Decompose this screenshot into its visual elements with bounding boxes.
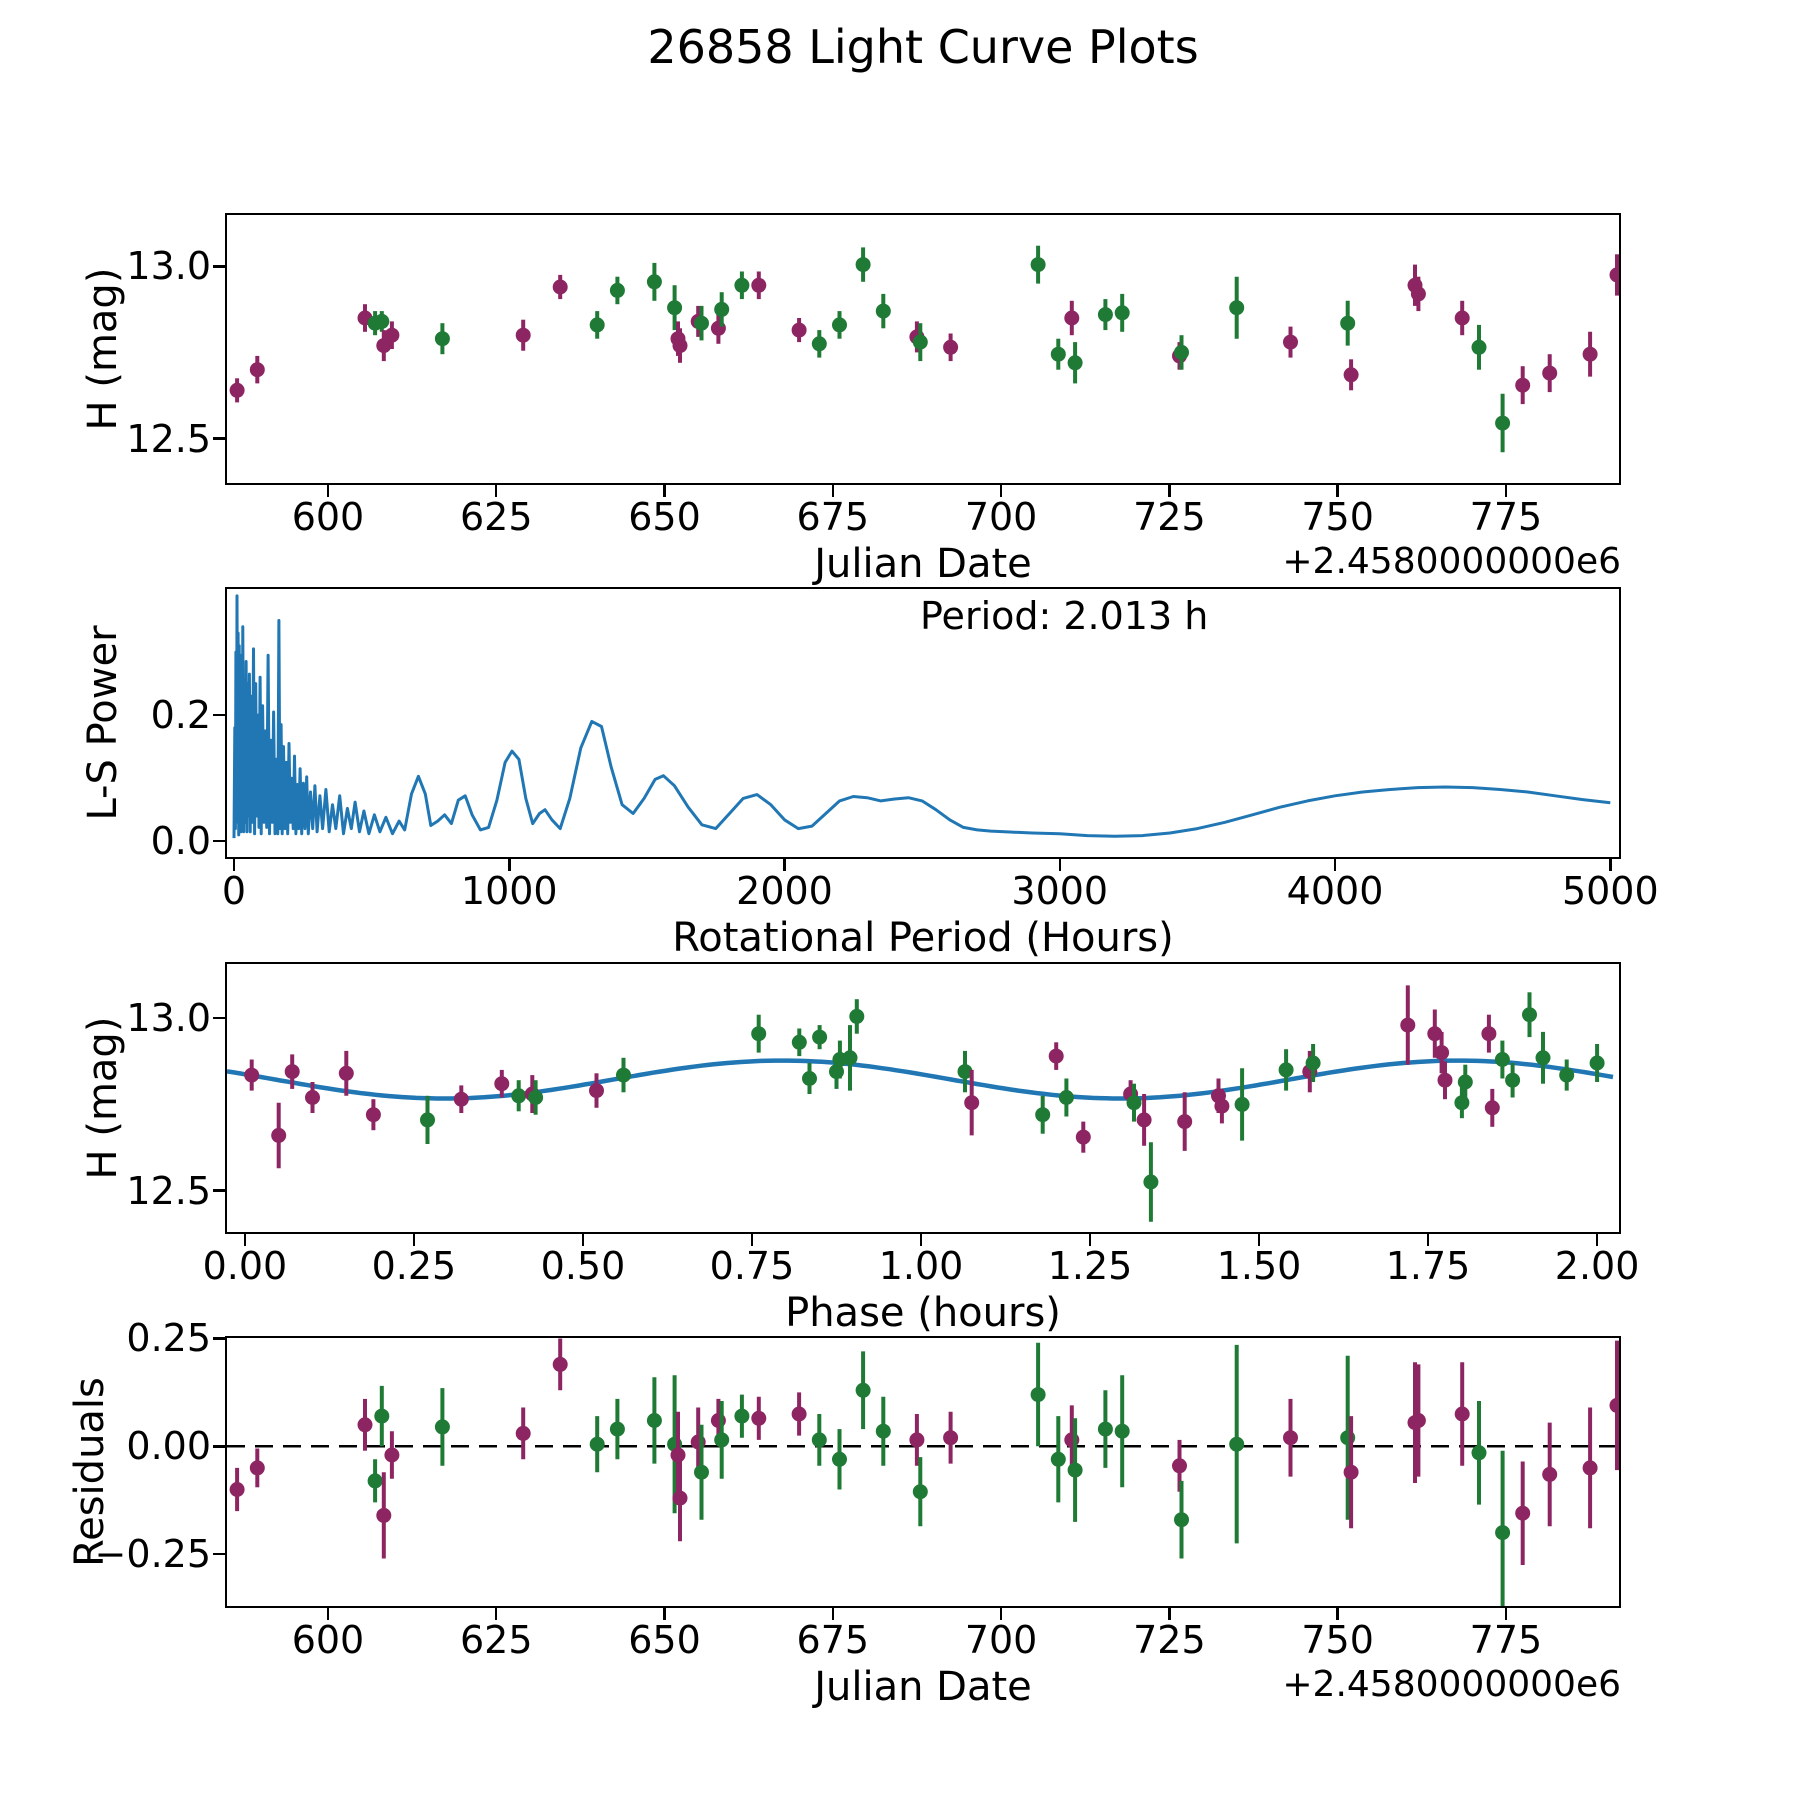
data-point xyxy=(1051,1452,1066,1467)
y-tick-label: 12.5 xyxy=(126,1168,211,1213)
data-point xyxy=(1411,1413,1426,1428)
data-point xyxy=(384,1448,399,1463)
data-point xyxy=(714,1432,729,1447)
data-point xyxy=(374,314,389,329)
data-point xyxy=(1495,1052,1510,1067)
data-point xyxy=(751,1411,766,1426)
data-point xyxy=(1059,1090,1074,1105)
data-point xyxy=(1235,1097,1250,1112)
figure-title: 26858 Light Curve Plots xyxy=(647,20,1199,74)
data-point xyxy=(734,278,749,293)
data-point xyxy=(1495,1525,1510,1540)
x-tick-label: 0.75 xyxy=(709,1244,795,1288)
residuals-canvas xyxy=(227,1338,1619,1606)
x-tick-label: 4000 xyxy=(1286,869,1384,913)
fit-curve xyxy=(227,1061,1613,1099)
x-tick-label: 1.25 xyxy=(1047,1244,1133,1288)
data-point xyxy=(358,1417,373,1432)
y-tick-mark xyxy=(213,840,225,843)
data-point xyxy=(1174,345,1189,360)
data-point xyxy=(1472,340,1487,355)
y-tick-label: 0.2 xyxy=(150,693,211,738)
data-point xyxy=(1344,367,1359,382)
x-tick-label: 775 xyxy=(1469,1618,1543,1662)
y-tick-mark xyxy=(213,1445,225,1448)
data-point xyxy=(1610,1398,1620,1413)
data-point xyxy=(1542,366,1557,381)
data-point xyxy=(751,278,766,293)
x-tick-label: 600 xyxy=(291,1618,365,1662)
data-point xyxy=(1229,1437,1244,1452)
data-point xyxy=(1137,1112,1152,1127)
data-point xyxy=(1559,1068,1574,1083)
data-point xyxy=(1031,1387,1046,1402)
data-point xyxy=(494,1076,509,1091)
data-point xyxy=(667,300,682,315)
x-tick-label: 0 xyxy=(221,869,247,913)
data-point xyxy=(647,1413,662,1428)
data-point xyxy=(590,317,605,332)
data-point xyxy=(1049,1049,1064,1064)
data-point xyxy=(943,1430,958,1445)
ylabel-residuals: Residuals xyxy=(67,1377,113,1567)
data-point xyxy=(516,1426,531,1441)
y-tick-label: 0.00 xyxy=(126,1424,211,1469)
x-tick-label: 2.00 xyxy=(1554,1244,1640,1288)
x-tick-label: 1.00 xyxy=(878,1244,964,1288)
data-point xyxy=(1229,300,1244,315)
ylabel-h-mag-phase: H (mag) xyxy=(80,1016,126,1180)
data-point xyxy=(1098,307,1113,322)
data-point xyxy=(1214,1099,1229,1114)
data-point xyxy=(1411,286,1426,301)
data-point xyxy=(516,328,531,343)
x-tick-label: 1000 xyxy=(460,869,558,913)
data-point xyxy=(1505,1073,1520,1088)
data-point xyxy=(1485,1100,1500,1115)
data-point xyxy=(876,304,891,319)
x-tick-label: 675 xyxy=(796,495,870,539)
y-tick-label: 0.0 xyxy=(150,819,211,864)
data-point xyxy=(792,1035,807,1050)
data-point xyxy=(1035,1107,1050,1122)
data-point xyxy=(1306,1056,1321,1071)
data-point xyxy=(1438,1073,1453,1088)
x-tick-label: 700 xyxy=(964,1618,1038,1662)
data-point xyxy=(1098,1422,1113,1437)
ylabel-ls-power: L-S Power xyxy=(80,625,126,821)
data-point xyxy=(590,1437,605,1452)
x-tick-label: 5000 xyxy=(1561,869,1659,913)
data-point xyxy=(1177,1114,1192,1129)
data-point xyxy=(849,1009,864,1024)
data-point xyxy=(1344,1465,1359,1480)
data-point xyxy=(792,1407,807,1422)
data-point xyxy=(647,274,662,289)
x-tick-label: 750 xyxy=(1301,1618,1374,1662)
period-annotation: Period: 2.013 h xyxy=(920,594,1209,638)
data-point xyxy=(1522,1007,1537,1022)
data-point xyxy=(964,1095,979,1110)
data-point xyxy=(285,1064,300,1079)
data-point xyxy=(1143,1175,1158,1190)
data-point xyxy=(1583,1460,1598,1475)
data-point xyxy=(714,302,729,317)
data-point xyxy=(673,338,688,353)
x-offset-text-top: +2.4580000000e6 xyxy=(1282,541,1621,582)
data-point xyxy=(694,1465,709,1480)
data-point xyxy=(376,1508,391,1523)
data-point xyxy=(1172,1458,1187,1473)
data-point xyxy=(454,1092,469,1107)
data-point xyxy=(1115,1424,1130,1439)
data-point xyxy=(1455,311,1470,326)
x-tick-label: 0.50 xyxy=(540,1244,626,1288)
data-point xyxy=(384,328,399,343)
data-point xyxy=(856,1383,871,1398)
data-point xyxy=(876,1424,891,1439)
x-tick-label: 675 xyxy=(796,1618,870,1662)
x-tick-label: 700 xyxy=(964,495,1038,539)
x-tick-label: 0.25 xyxy=(371,1244,457,1288)
data-point xyxy=(812,1432,827,1447)
data-point xyxy=(610,283,625,298)
phase-canvas xyxy=(227,964,1619,1232)
y-tick-mark xyxy=(213,265,225,268)
data-point xyxy=(909,1432,924,1447)
data-point xyxy=(832,1452,847,1467)
data-point xyxy=(435,331,450,346)
xlabel-julian-date-bottom: Julian Date xyxy=(814,1664,1032,1710)
data-point xyxy=(1583,347,1598,362)
data-point xyxy=(1400,1018,1415,1033)
data-point xyxy=(250,1460,265,1475)
data-point xyxy=(230,1482,245,1497)
ylabel-h-mag-top: H (mag) xyxy=(80,267,126,431)
data-point xyxy=(589,1083,604,1098)
data-point xyxy=(339,1066,354,1081)
x-tick-label: 725 xyxy=(1133,495,1206,539)
y-tick-mark xyxy=(213,1017,225,1020)
data-point xyxy=(1536,1050,1551,1065)
x-tick-label: 650 xyxy=(628,495,701,539)
data-point xyxy=(616,1068,631,1083)
x-tick-label: 625 xyxy=(459,495,533,539)
data-point xyxy=(792,323,807,338)
data-point xyxy=(1174,1512,1189,1527)
data-point xyxy=(610,1422,625,1437)
x-tick-label: 775 xyxy=(1469,495,1543,539)
data-point xyxy=(1340,316,1355,331)
data-point xyxy=(511,1088,526,1103)
y-tick-label: −0.25 xyxy=(94,1532,211,1577)
data-point xyxy=(1542,1467,1557,1482)
y-tick-mark xyxy=(213,1189,225,1192)
data-point xyxy=(366,1107,381,1122)
x-tick-label: 600 xyxy=(291,495,365,539)
data-point xyxy=(230,383,245,398)
y-tick-label: 13.0 xyxy=(126,244,211,289)
y-tick-mark xyxy=(213,1553,225,1556)
data-point xyxy=(528,1090,543,1105)
data-point xyxy=(1064,311,1079,326)
data-point xyxy=(1481,1026,1496,1041)
y-tick-label: 0.25 xyxy=(126,1316,211,1361)
data-point xyxy=(1127,1095,1142,1110)
y-tick-label: 13.0 xyxy=(126,996,211,1041)
xlabel-julian-date-top: Julian Date xyxy=(814,541,1032,587)
data-point xyxy=(1515,378,1530,393)
data-point xyxy=(1515,1506,1530,1521)
x-tick-label: 3000 xyxy=(1011,869,1109,913)
data-point xyxy=(913,335,928,350)
data-point xyxy=(843,1050,858,1065)
y-tick-mark xyxy=(213,437,225,440)
data-point xyxy=(1458,1075,1473,1090)
data-point xyxy=(1495,416,1510,431)
data-point xyxy=(673,1491,688,1506)
data-point xyxy=(1283,335,1298,350)
data-point xyxy=(943,340,958,355)
data-point xyxy=(832,317,847,332)
data-point xyxy=(271,1128,286,1143)
data-point xyxy=(374,1409,389,1424)
data-point xyxy=(1283,1430,1298,1445)
data-point xyxy=(1610,267,1620,282)
data-point xyxy=(812,1030,827,1045)
data-point xyxy=(1068,1463,1083,1478)
x-tick-label: 0.00 xyxy=(202,1244,288,1288)
x-tick-label: 625 xyxy=(459,1618,533,1662)
data-point xyxy=(435,1419,450,1434)
x-tick-label: 1.50 xyxy=(1216,1244,1302,1288)
data-point xyxy=(368,1473,383,1488)
x-tick-label: 725 xyxy=(1133,1618,1206,1662)
data-point xyxy=(913,1484,928,1499)
x-offset-text-bottom: +2.4580000000e6 xyxy=(1282,1664,1621,1705)
data-point xyxy=(812,336,827,351)
data-point xyxy=(802,1071,817,1086)
data-point xyxy=(734,1409,749,1424)
data-point xyxy=(553,280,568,295)
axes-lightcurve xyxy=(225,213,1621,485)
data-point xyxy=(305,1090,320,1105)
x-tick-label: 1.75 xyxy=(1385,1244,1471,1288)
data-point xyxy=(1068,355,1083,370)
data-point xyxy=(1590,1056,1605,1071)
y-tick-mark xyxy=(213,1337,225,1340)
lightcurve-canvas xyxy=(227,215,1619,483)
data-point xyxy=(553,1357,568,1372)
axes-phase xyxy=(225,962,1621,1234)
data-point xyxy=(420,1112,435,1127)
data-point xyxy=(1115,305,1130,320)
data-point xyxy=(1434,1045,1449,1060)
data-point xyxy=(1076,1130,1091,1145)
data-point xyxy=(1051,347,1066,362)
x-tick-label: 2000 xyxy=(736,869,833,913)
data-point xyxy=(751,1026,766,1041)
data-point xyxy=(250,362,265,377)
xlabel-phase-hours: Phase (hours) xyxy=(785,1290,1061,1336)
data-point xyxy=(856,257,871,272)
data-point xyxy=(1031,257,1046,272)
axes-residuals xyxy=(225,1336,1621,1608)
data-point xyxy=(1455,1407,1470,1422)
data-point xyxy=(244,1068,259,1083)
y-tick-mark xyxy=(213,714,225,717)
x-tick-label: 650 xyxy=(628,1618,701,1662)
data-point xyxy=(1472,1445,1487,1460)
data-point xyxy=(1279,1062,1294,1077)
xlabel-rotational-period: Rotational Period (Hours) xyxy=(672,915,1174,961)
x-tick-label: 750 xyxy=(1301,495,1374,539)
data-point xyxy=(694,316,709,331)
y-tick-label: 12.5 xyxy=(126,416,211,461)
